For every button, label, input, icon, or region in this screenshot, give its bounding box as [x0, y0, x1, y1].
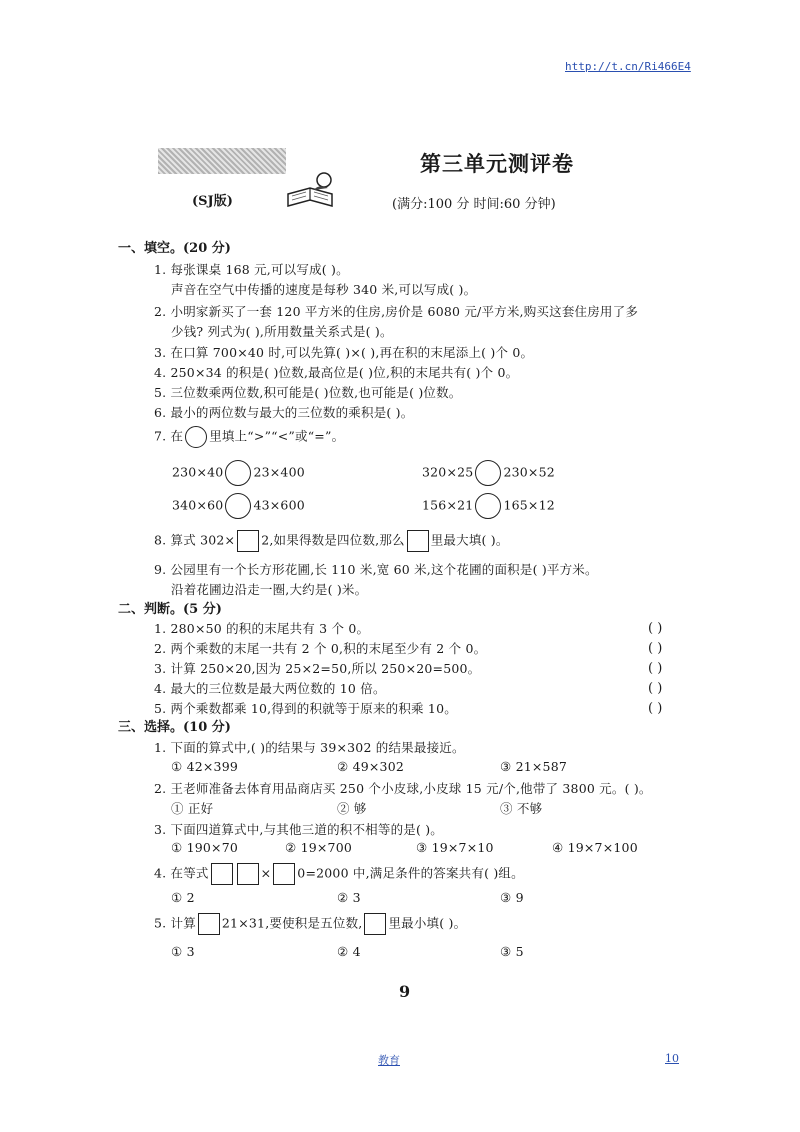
choice-q4-opt2[interactable]: ② 3 [337, 890, 361, 905]
page-title: 第三单元测评卷 [420, 151, 574, 176]
s1-q6: 6. 最小的两位数与最大的三位数的乘积是( )。 [154, 405, 414, 420]
q5-box-1[interactable] [198, 913, 220, 935]
s1-q8-b: 2,如果得数是四位数,那么 [261, 532, 405, 548]
choice-q3-opt1[interactable]: ① 190×70 [171, 840, 239, 855]
header-link[interactable]: http://t.cn/Ri466E4 [565, 60, 691, 73]
s1-q7-pre: 7. 在 [154, 428, 184, 444]
compare-row-1-left [172, 460, 305, 486]
choice-q5-opt1[interactable]: ① 3 [171, 944, 195, 959]
compare-circle-sample [185, 426, 207, 448]
choice-q1-opt1[interactable]: ① 42×399 [171, 759, 239, 774]
choice-q4-a: 4. 在等式 [154, 865, 209, 881]
compare-4-circle[interactable] [475, 493, 501, 519]
s1-q5: 5. 三位数乘两位数,积可能是( )位数,也可能是( )位数。 [154, 385, 462, 400]
judge-item-1: 1. 280×50 的积的末尾共有 3 个 0。 [154, 621, 370, 636]
exam-meta: (满分:100 分 时间:60 分钟) [392, 197, 556, 212]
judge-answer-4[interactable]: ( ) [648, 681, 663, 696]
choice-q5-opt3[interactable]: ③ 5 [500, 944, 524, 959]
choice-q5-a: 5. 计算 [154, 915, 196, 931]
s1-q1b: 声音在空气中传播的速度是每秒 340 米,可以写成( )。 [171, 282, 477, 297]
compare-row-1-right [422, 460, 555, 486]
s1-q3: 3. 在口算 700×40 时,可以先算( )×( ),再在积的末尾添上( )个 0。 [154, 345, 534, 360]
choice-q4-opt1[interactable]: ① 2 [171, 890, 195, 905]
choice-q3-opt4[interactable]: ④ 19×7×100 [552, 840, 638, 855]
choice-q3-opt2[interactable]: ② 19×700 [285, 840, 353, 855]
compare-1-left: 230×40 [172, 464, 224, 480]
compare-1-circle[interactable] [225, 460, 251, 486]
choice-q5-b: 21×31,要使积是五位数, [221, 915, 363, 931]
s1-q1a: 1. 每张课桌 168 元,可以写成( )。 [154, 262, 349, 277]
footer-link[interactable]: 教育 [378, 1054, 400, 1067]
judge-item-2: 2. 两个乘数的末尾一共有 2 个 0,积的末尾至少有 2 个 0。 [154, 641, 487, 656]
compare-2-left: 320×25 [422, 464, 474, 480]
choice-q1: 1. 下面的算式中,( )的结果与 39×302 的结果最接近。 [154, 740, 465, 755]
judge-item-3: 3. 计算 250×20,因为 25×2=50,所以 250×20=500。 [154, 661, 481, 676]
choice-q4-c: 0=2000 中,满足条件的答案共有( )组。 [297, 865, 524, 881]
judge-answer-5[interactable]: ( ) [648, 701, 663, 716]
edition-label: (SJ版) [192, 194, 233, 209]
reader-illustration-icon [284, 168, 340, 210]
q8-ref-box [407, 530, 429, 552]
footer-page-right[interactable]: 10 [665, 1052, 679, 1065]
q5-box-2 [364, 913, 386, 935]
choice-q1-opt3[interactable]: ③ 21×587 [500, 759, 568, 774]
header-banner-image [158, 148, 286, 174]
choice-q5-c: 里最小填( )。 [388, 915, 467, 931]
compare-3-right: 43×600 [253, 497, 305, 513]
compare-4-left: 156×21 [422, 497, 474, 513]
compare-row-2-left [172, 493, 305, 519]
choice-q5-opt2[interactable]: ② 4 [337, 944, 361, 959]
choice-q2-opt3[interactable]: ③ 不够 [500, 801, 543, 816]
judge-item-4: 4. 最大的三位数是最大两位数的 10 倍。 [154, 681, 386, 696]
judge-answer-3[interactable]: ( ) [648, 661, 663, 676]
compare-3-left: 340×60 [172, 497, 224, 513]
choice-q4-opt3[interactable]: ③ 9 [500, 890, 524, 905]
compare-4-right: 165×12 [503, 497, 555, 513]
q4-box-2[interactable] [237, 863, 259, 885]
choice-q1-opt2[interactable]: ② 49×302 [337, 759, 405, 774]
s1-q8-c: 里最大填( )。 [430, 532, 509, 548]
q4-box-3[interactable] [273, 863, 295, 885]
compare-1-right: 23×400 [253, 464, 305, 480]
choice-q4-b: × [260, 865, 272, 881]
s1-q7-post: 里填上“>”“<”或“=”。 [209, 428, 345, 444]
choice-q4 [154, 863, 524, 885]
s1-q4: 4. 250×34 的积是( )位数,最高位是( )位,积的末尾共有( )个 0。 [154, 365, 519, 380]
judge-answer-1[interactable]: ( ) [648, 621, 663, 636]
judge-answer-2[interactable]: ( ) [648, 641, 663, 656]
s1-q9a: 9. 公园里有一个长方形花圃,长 110 米,宽 60 米,这个花圃的面积是( )平方米。 [154, 562, 598, 577]
choice-q5 [154, 913, 466, 935]
choice-q2: 2. 王老师准备去体育用品商店买 250 个小皮球,小皮球 15 元/个,他带了 3800 元。( )。 [154, 781, 652, 796]
section-choice-heading: 三、选择。(10 分) [118, 720, 231, 735]
choice-q3-opt3[interactable]: ③ 19×7×10 [416, 840, 494, 855]
choice-q2-opt2[interactable]: ② 够 [337, 801, 367, 816]
judge-item-5: 5. 两个乘数都乘 10,得到的积就等于原来的积乘 10。 [154, 701, 457, 716]
page-number: 9 [399, 982, 411, 1001]
compare-3-circle[interactable] [225, 493, 251, 519]
section-fill-heading: 一、填空。(20 分) [118, 241, 231, 256]
s1-q2b: 少钱? 列式为( ),所用数量关系式是( )。 [171, 324, 393, 339]
s1-q8-a: 8. 算式 302× [154, 532, 236, 548]
compare-row-2-right [422, 493, 555, 519]
section-judge-heading: 二、判断。(5 分) [118, 602, 222, 617]
compare-2-right: 230×52 [503, 464, 555, 480]
s1-q2a: 2. 小明家新买了一套 120 平方米的住房,房价是 6080 元/平方米,购买这套住房用了多 [154, 304, 639, 319]
choice-q2-opt1[interactable]: ① 正好 [171, 801, 214, 816]
choice-q3: 3. 下面四道算式中,与其他三道的积不相等的是( )。 [154, 822, 444, 837]
q4-box-1[interactable] [211, 863, 233, 885]
s1-q7 [154, 426, 344, 448]
s1-q9b: 沿着花圃边沿走一圈,大约是( )米。 [171, 582, 368, 597]
s1-q8 [154, 530, 509, 552]
compare-2-circle[interactable] [475, 460, 501, 486]
q8-blank-box[interactable] [237, 530, 259, 552]
